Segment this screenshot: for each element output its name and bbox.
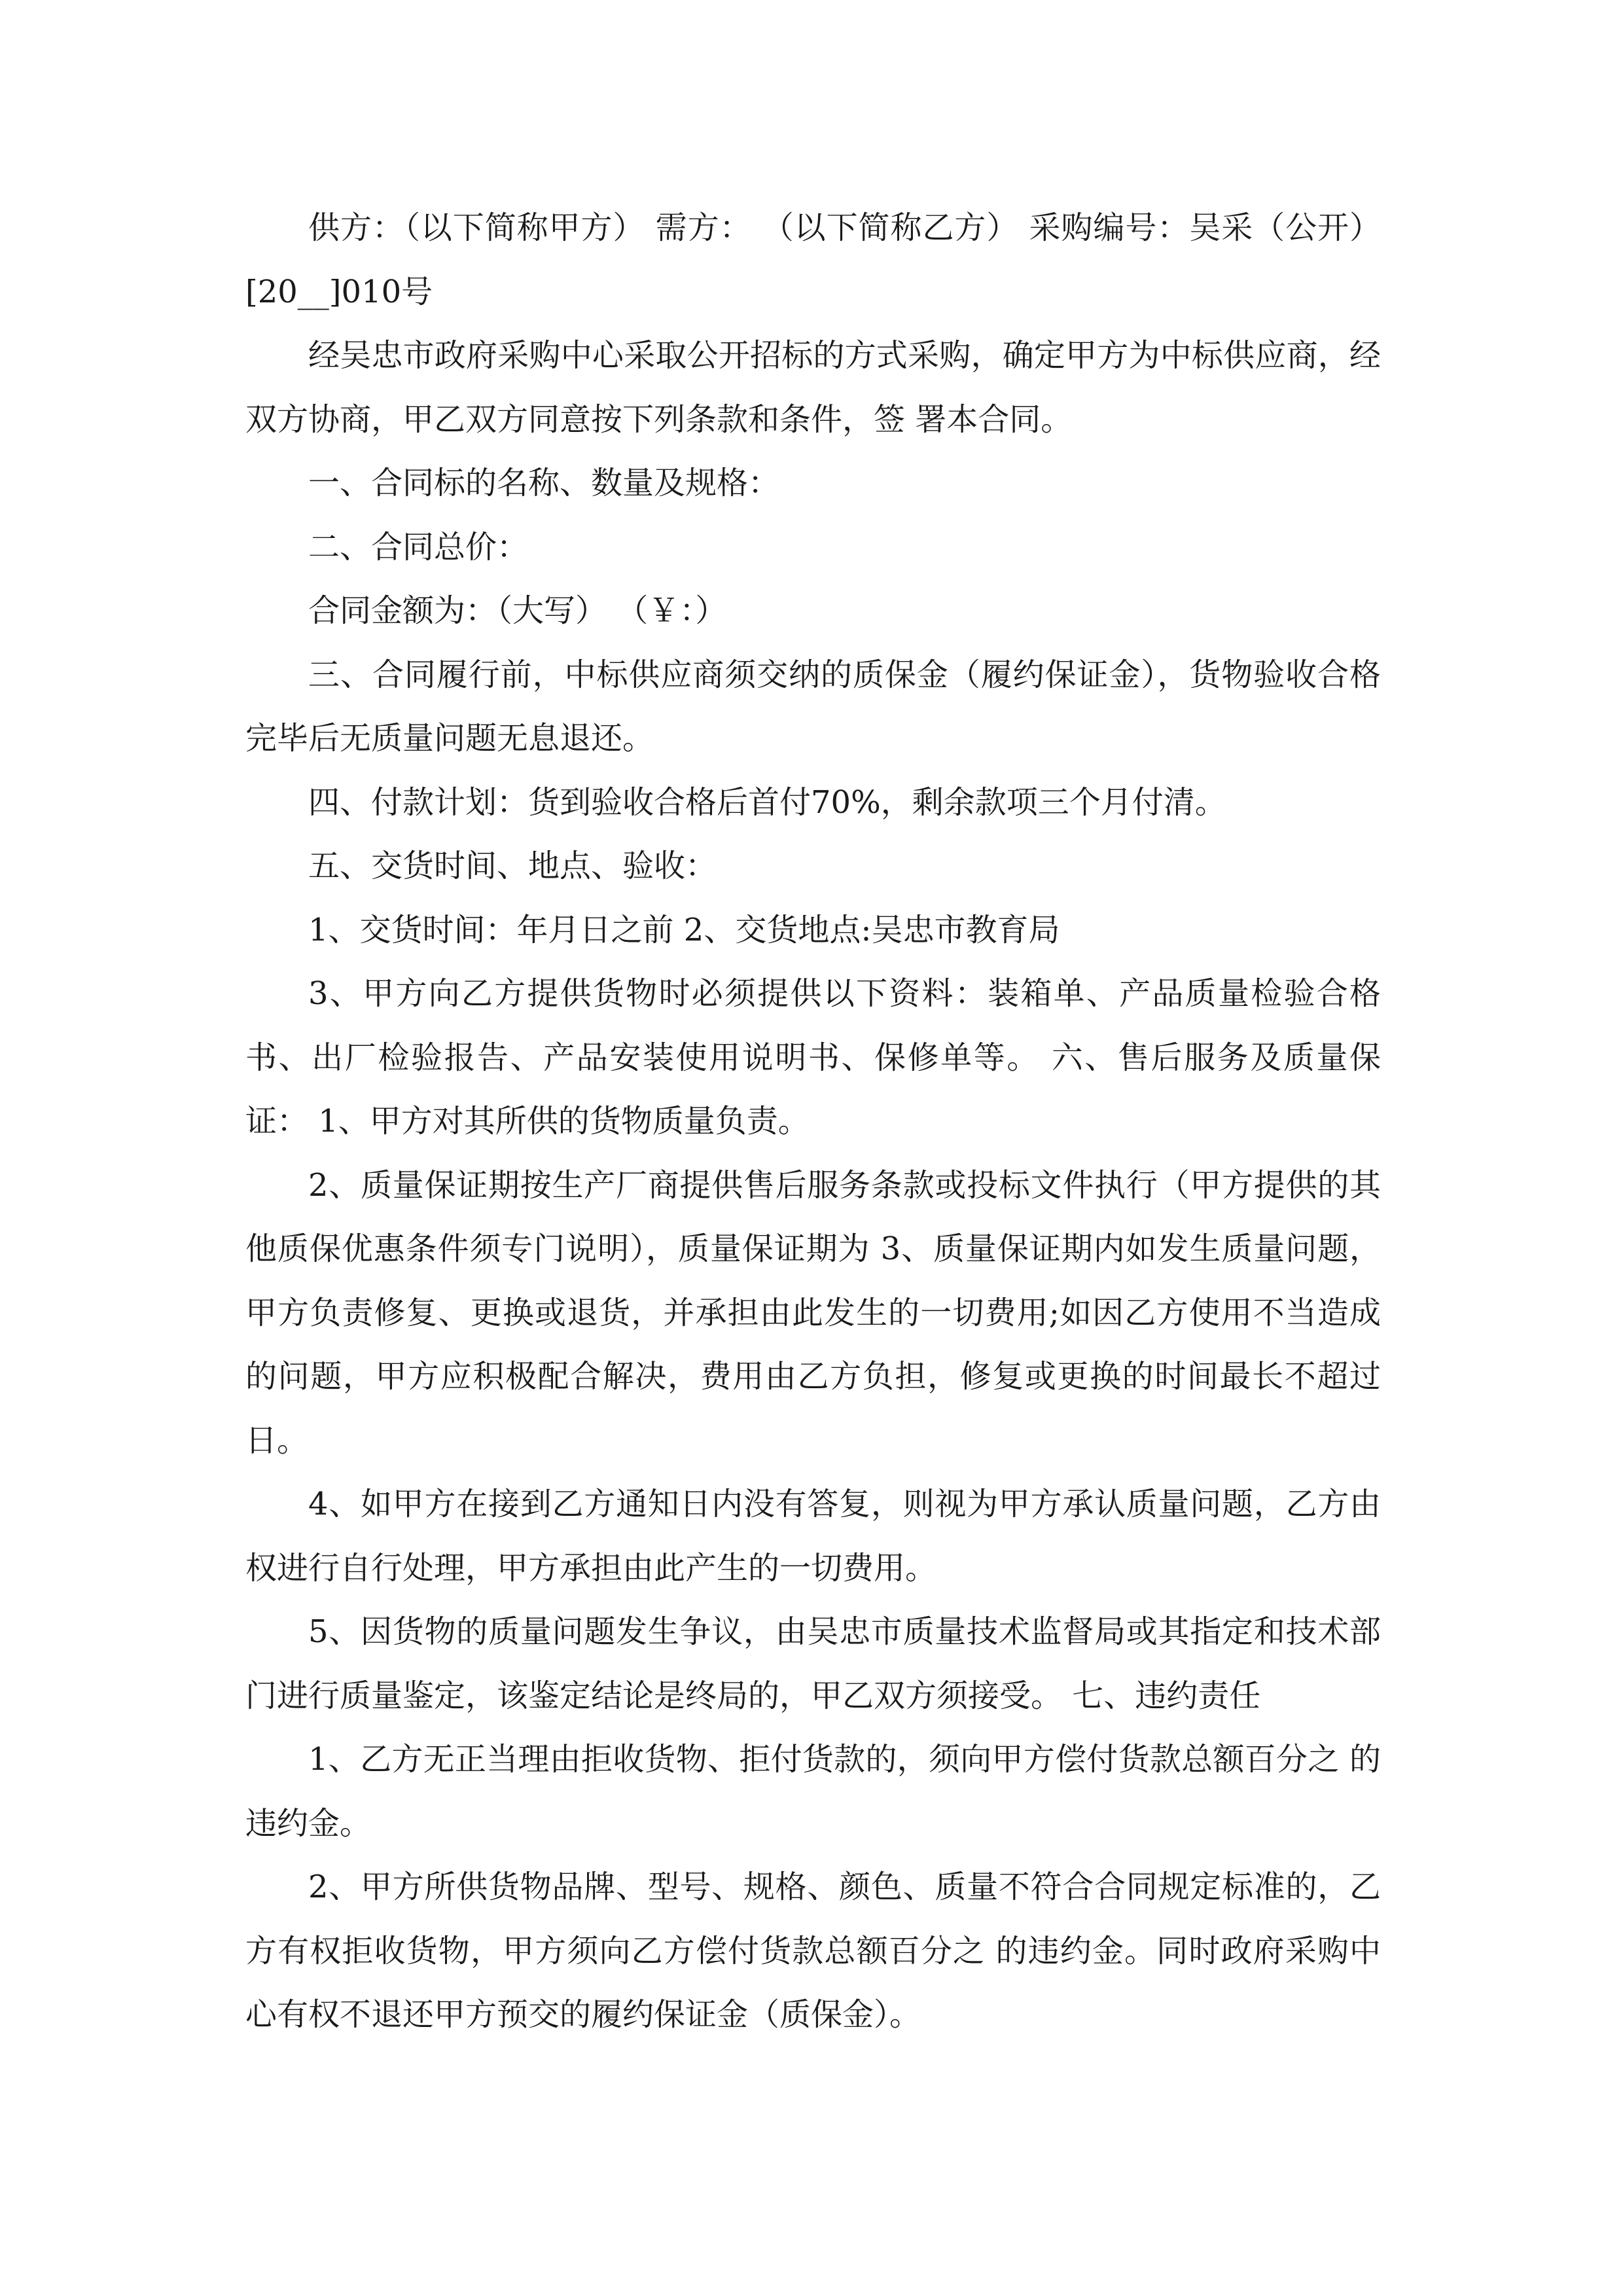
- paragraph-dispute: 5、因货物的质量问题发生争议，由吴忠市质量技术监督局或其指定和技术部门进行质量鉴定，该鉴定结论是终局的，甲乙双方须接受。 七、违约责任: [245, 1613, 1381, 1714]
- contract-body: [245, 196, 1381, 2047]
- paragraph-delivery: 1、交货时间：年月日之前 2、交货地点:吴忠市教育局: [308, 911, 1060, 948]
- paragraph-breach-2: 2、甲方所供货物品牌、型号、规格、颜色、质量不符合合同规定标准的，乙方有权拒收货物，甲方须向乙方偿付货款总额百分之 的违约金。同时政府采购中心有权不退还甲方预交的履约保证金（质保金）。: [245, 1869, 1381, 2033]
- paragraph-section-4: 四、付款计划：货到验收合格后首付70%，剩余款项三个月付清。: [308, 783, 1226, 821]
- paragraph-parties: 供方：（以下简称甲方） 需方： （以下简称乙方） 采购编号：吴采（公开）[20__]010号: [245, 209, 1381, 310]
- paragraph-section-3: 三、合同履行前，中标供应商须交纳的质保金（履约保证金），货物验收合格完毕后无质量问题无息退还。: [245, 656, 1381, 757]
- paragraph-section-5: 五、交货时间、地点、验收：: [308, 848, 717, 884]
- paragraph-documents: 3、甲方向乙方提供货物时必须提供以下资料：装箱单、产品质量检验合格书、出厂检验报告、产品安装使用说明书、保修单等。 六、售后服务及质量保证： 1、甲方对其所供的货物质量负责。: [245, 975, 1381, 1139]
- paragraph-section-1: 一、合同标的名称、数量及规格：: [308, 465, 780, 501]
- paragraph-preamble: 经吴忠市政府采购中心采取公开招标的方式采购，确定甲方为中标供应商，经双方协商，甲乙双方同意按下列条款和条件，签 署本合同。: [245, 337, 1381, 438]
- paragraph-warranty: 2、质量保证期按生产厂商提供售后服务条款或投标文件执行（甲方提供的其他质保优惠条件须专门说明），质量保证期为 3、质量保证期内如发生质量问题，甲方负责修复、更换或退货，并承担由此发生的一切费用;如因乙方使用不当造成的问题，甲方应积极配合解决，费用由乙方负担，修复或更换的时间最长不超过 日。: [245, 1166, 1381, 1459]
- paragraph-contract-amount: 合同金额为：（大写） （￥：）: [308, 592, 727, 629]
- paragraph-reply: 4、如甲方在接到乙方通知日内没有答复，则视为甲方承认质量问题，乙方由权进行自行处理，甲方承担由此产生的一切费用。: [245, 1486, 1381, 1587]
- paragraph-breach-1: 1、乙方无正当理由拒收货物、拒付货款的，须向甲方偿付货款总额百分之 的违约金。: [245, 1741, 1381, 1842]
- paragraph-section-2: 二、合同总价：: [308, 528, 529, 565]
